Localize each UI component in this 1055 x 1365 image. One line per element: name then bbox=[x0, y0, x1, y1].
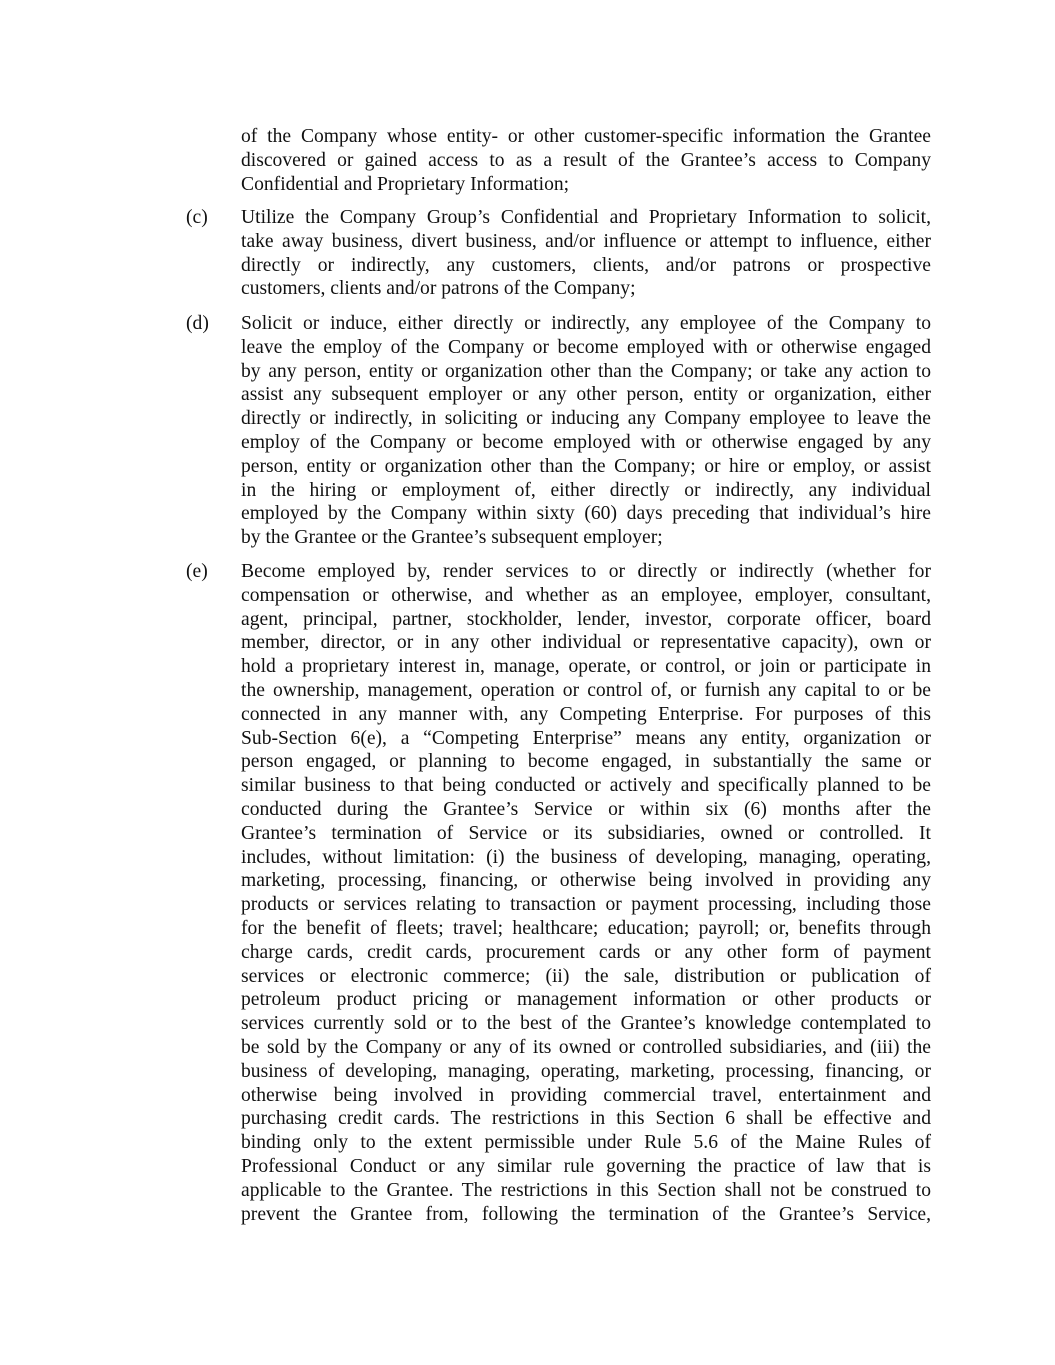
text-line: prevent the Grantee from, following the termination of the Grantee’s Service, bbox=[241, 1203, 931, 1225]
text-line: member, director, or in any other individual or representative capacity), own or bbox=[241, 632, 931, 654]
text-line: similar business to that being conducted or actively and specifically planned to be bbox=[241, 775, 931, 797]
text-line: person engaged, or planning to become engaged, in substantially the same or bbox=[241, 751, 931, 773]
text-line: directly or indirectly, in soliciting or inducing any Company employee to leave the bbox=[241, 408, 931, 430]
text-line: Confidential and Proprietary Information; bbox=[241, 173, 570, 195]
text-line: Utilize the Company Group’s Confidential and Proprietary Information to solicit, bbox=[241, 207, 931, 228]
text-line: compensation or otherwise, and whether as an employee, employer, consultant, bbox=[241, 584, 931, 606]
text-line: Professional Conduct or any similar rule governing the practice of law that is bbox=[241, 1155, 931, 1177]
text-line: in the hiring or employment of, either directly or indirectly, any individual bbox=[241, 479, 931, 501]
text-line: person, entity or organization other than the Company; or hire or employ, or assist bbox=[241, 455, 931, 477]
item-paragraph-c bbox=[241, 206, 931, 301]
text-line: Solicit or induce, either directly or indirectly, any employee of the Company to bbox=[241, 313, 931, 334]
text-line: directly or indirectly, any customers, clients, and/or patrons or prospective bbox=[241, 254, 931, 276]
item-paragraph-e bbox=[241, 560, 931, 1226]
continuation-paragraph bbox=[241, 125, 931, 196]
text-line: Sub-Section 6(e), a “Competing Enterprise” means any entity, organization or bbox=[241, 727, 931, 749]
text-line: products or services relating to transaction or payment processing, including those bbox=[241, 894, 931, 916]
text-line: connected in any manner with, any Competing Enterprise. For purposes of this bbox=[241, 703, 931, 725]
text-line: Grantee’s termination of Service or its subsidiaries, owned or controlled. It bbox=[241, 822, 931, 844]
text-line: the ownership, management, operation or control of, or furnish any capital to or be bbox=[241, 679, 931, 701]
text-line: charge cards, credit cards, procurement cards or any other form of payment bbox=[241, 941, 931, 963]
item-label-d: (d) bbox=[186, 313, 209, 334]
text-line: purchasing credit cards. The restrictions in this Section 6 shall be effective and bbox=[241, 1108, 931, 1130]
text-line: employ of the Company or become employed with or otherwise engaged by any bbox=[241, 431, 931, 453]
text-line: binding only to the extent permissible under Rule 5.6 of the Maine Rules of bbox=[241, 1132, 931, 1154]
text-line: services or electronic commerce; (ii) the sale, distribution or publication of bbox=[241, 965, 931, 987]
text-line: assist any subsequent employer or any other person, entity or organization, either bbox=[241, 384, 931, 406]
item-label-c: (c) bbox=[186, 207, 208, 228]
text-line: leave the employ of the Company or become employed with or otherwise engaged bbox=[241, 336, 931, 358]
item-label-e: (e) bbox=[186, 561, 208, 582]
text-line: applicable to the Grantee. The restrictions in this Section shall not be construed to bbox=[241, 1179, 931, 1201]
text-line: be sold by the Company or any of its owned or controlled subsidiaries, and (iii) the bbox=[241, 1036, 931, 1058]
text-line: of the Company whose entity- or other customer-specific information the Grantee bbox=[241, 126, 931, 147]
text-line: agent, principal, partner, stockholder, lender, investor, corporate officer, board bbox=[241, 608, 931, 630]
text-line: conducted during the Grantee’s Service or within six (6) months after the bbox=[241, 798, 931, 820]
text-line: for the benefit of fleets; travel; healthcare; education; payroll; or, benefits through bbox=[241, 917, 931, 939]
text-line: take away business, divert business, and/or influence or attempt to influence, either bbox=[241, 230, 931, 252]
text-line: marketing, processing, financing, or otherwise being involved in providing any bbox=[241, 870, 931, 892]
text-line: Become employed by, render services to or directly or indirectly (whether for bbox=[241, 561, 931, 582]
text-line: customers, clients and/or patrons of the Company; bbox=[241, 278, 636, 300]
text-line: includes, without limitation: (i) the business of developing, managing, operating, bbox=[241, 846, 931, 868]
text-line: otherwise being involved in providing commercial travel, entertainment and bbox=[241, 1084, 931, 1106]
text-line: by the Grantee or the Grantee’s subsequent employer; bbox=[241, 527, 663, 549]
text-line: services currently sold or to the best of the Grantee’s knowledge contemplated to bbox=[241, 1013, 931, 1035]
item-paragraph-d bbox=[241, 312, 931, 550]
text-line: petroleum product pricing or management information or other products or bbox=[241, 989, 931, 1011]
text-line: employed by the Company within sixty (60) days preceding that individual’s hire bbox=[241, 503, 931, 525]
text-line: hold a proprietary interest in, manage, operate, or control, or join or participate in bbox=[241, 656, 931, 678]
text-line: by any person, entity or organization other than the Company; or take any action to bbox=[241, 360, 931, 382]
text-line: business of developing, managing, operating, marketing, processing, financing, or bbox=[241, 1060, 931, 1082]
text-line: discovered or gained access to as a result of the Grantee’s access to Company bbox=[241, 149, 931, 171]
